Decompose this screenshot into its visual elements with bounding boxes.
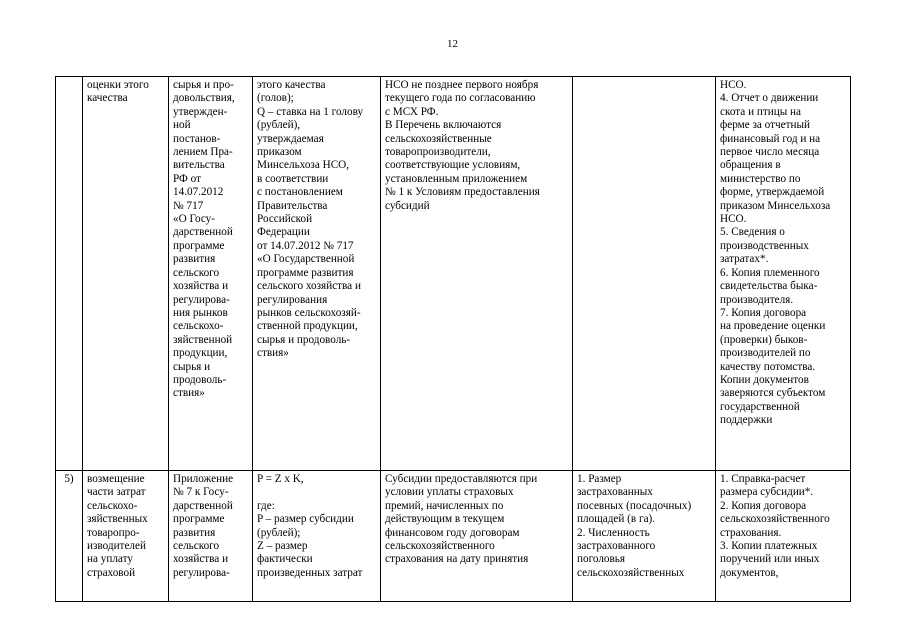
table-row [56,471,851,602]
row-number: 5) [64,473,74,485]
subsidy-table [55,76,851,602]
documents-cell [716,77,851,471]
subsidy-purpose: оценки этого качества [87,79,149,105]
subsidy-purpose-cell [83,77,169,471]
documents: 1. Справка-расчет размера субсидии*. 2. Копия договора сельскохозяйственного страхования. 3. Копии платежных поручений или иных документов, [720,473,830,579]
legal-basis-cell [169,471,253,602]
conditions-cell [381,471,573,602]
formula-cell [253,471,381,602]
documents: НСО. 4. Отчет о движении скота и птицы на ферме за отчетный финансовый год и на первое число месяца обращения в министерство по форме, утверждаемой приказом Минсельхоза НСО. 5. Сведения о производственных затратах*. 6. Копия племенного свидетельства быка- производителя. 7. Копия договора на проведение оценки (проверки) быков- производителей по качеству потомства. Копии документов заверяются субъектом государственной поддержки [720,79,831,427]
indicators-cell [573,77,716,471]
row-number-cell [56,77,83,471]
page-number: 12 [447,38,458,50]
table-row [56,77,851,471]
conditions-cell [381,77,573,471]
formula-cell [253,77,381,471]
subsidy-purpose-cell [83,471,169,602]
indicators: 1. Размер застрахованных посевных (посадочных) площадей (в га). 2. Численность застрахованного поголовья сельскохозяйственных [577,473,692,579]
subsidy-purpose: возмещение части затрат сельскохо- зяйственных товаропро- изводителей на уплату страховой [87,473,148,579]
row-number-cell [56,471,83,602]
documents-cell [716,471,851,602]
legal-basis-cell [169,77,253,471]
conditions: НСО не позднее первого ноября текущего года по согласованию с МСХ РФ. В Перечень включаются сельскохозяйственные товаропроизводители, соответствующие условиям, установленным приложением № 1 к Условиям предоставления субсидий [385,79,540,212]
indicators-cell [573,471,716,602]
legal-basis: Приложение № 7 к Госу- дарственной программе развития сельского хозяйства и регулирова- [173,473,234,579]
formula: P = Z x K, где: P – размер субсидии (рублей); Z – размер фактически произведенных затрат [257,473,363,579]
legal-basis: сырья и про- довольствия, утвержден- ной постанов- лением Пра- вительства РФ от 14.07.2012 № 717 «О Госу- дарственной программе развития сельского хозяйства и регулирова- ния рынков сельскохо- зяйственной продукции, сырья и продоволь- ствия» [173,79,235,400]
formula: этого качества (голов); Q – ставка на 1 голову (рублей), утверждаемая приказом Минсельхоза НСО, в соответствии с постановлением Правительства Российской Федерации от 14.07.2012 № 717 «О Государственной программе развития сельского хозяйства и регулирования рынков сельскохозяй- ственной продукции, сырья и продоволь- ствия» [257,79,364,360]
conditions: Субсидии предоставляются при условии уплаты страховых премий, начисленных по действующим в текущем финансовом году договорам сельскохозяйственного страхования на дату принятия [385,473,538,566]
